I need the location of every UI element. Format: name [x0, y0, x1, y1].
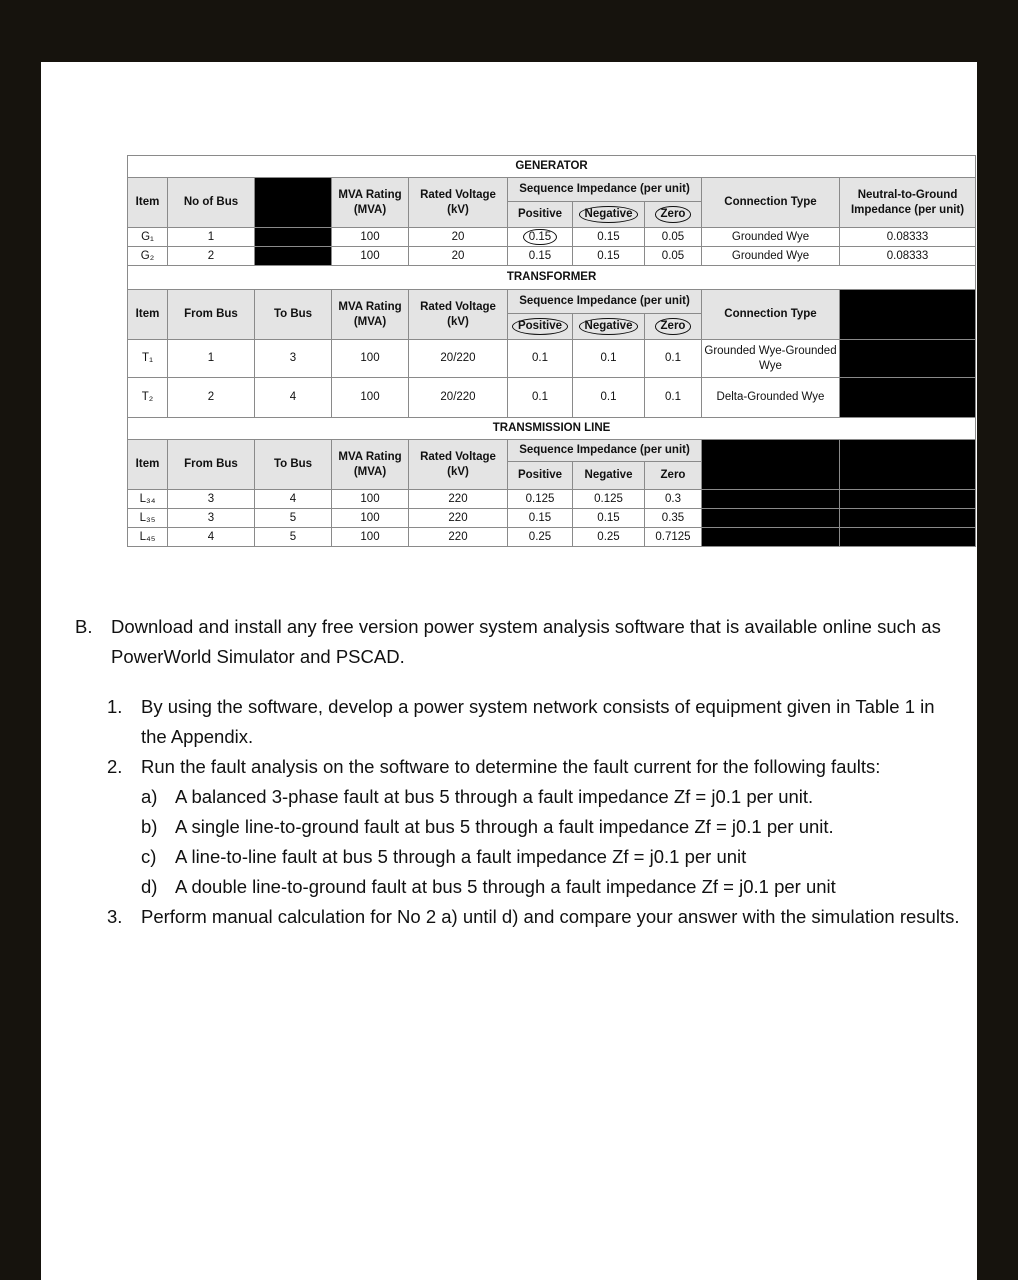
subitem-text: A single line-to-ground fault at bus 5 through a fault impedance Zf = j0.1 per unit. [175, 816, 834, 837]
cell-to: 4 [255, 490, 332, 509]
line-header-zero: Zero [645, 462, 702, 490]
cell-mva: 100 [332, 247, 409, 266]
gen-header-conn: Connection Type [702, 178, 840, 228]
table-row [128, 490, 976, 509]
redacted-cell [840, 440, 976, 490]
cell-pos: 0.1 [508, 340, 573, 378]
gen-header-mva: MVA Rating (MVA) [332, 178, 409, 228]
redacted-cell [840, 490, 976, 509]
table-row [128, 228, 976, 247]
table-row [128, 247, 976, 266]
cell-conn: Grounded Wye [702, 247, 840, 266]
equipment-table [127, 155, 975, 559]
cell-conn: Grounded Wye [702, 228, 840, 247]
cell-zero: 0.05 [645, 228, 702, 247]
cell-kv: 20/220 [409, 340, 508, 378]
cell-pos: 0.25 [508, 528, 573, 547]
tx-header-conn: Connection Type [702, 290, 840, 340]
line-header-kv: Rated Voltage (kV) [409, 440, 508, 490]
redacted-cell [840, 378, 976, 418]
table-row [128, 378, 976, 418]
line-header-neg: Negative [573, 462, 645, 490]
cell-mva: 100 [332, 528, 409, 547]
transformer-title: TRANSFORMER [128, 266, 976, 290]
part-b-section [71, 612, 961, 932]
cell-neg: 0.1 [573, 340, 645, 378]
table-row [128, 528, 976, 547]
document-page [41, 62, 977, 1280]
cell-to: 3 [255, 340, 332, 378]
cell-from: 3 [168, 509, 255, 528]
cell-item: L₃₅ [128, 509, 168, 528]
gen-header-ntg: Neutral-to-Ground Impedance (per unit) [840, 178, 976, 228]
redacted-cell [255, 228, 332, 247]
subitem-text: A line-to-line fault at bus 5 through a fault impedance Zf = j0.1 per unit [175, 846, 747, 867]
cell-mva: 100 [332, 228, 409, 247]
tx-header-to: To Bus [255, 290, 332, 340]
cell-item: L₄₅ [128, 528, 168, 547]
cell-item: T₂ [128, 378, 168, 418]
cell-to: 5 [255, 509, 332, 528]
cell-pos: 0.15 [508, 509, 573, 528]
redacted-cell [255, 247, 332, 266]
cell-kv: 20 [409, 228, 508, 247]
cell-neg: 0.25 [573, 528, 645, 547]
table-row [128, 340, 976, 378]
tx-header-mva: MVA Rating (MVA) [332, 290, 409, 340]
redacted-cell [840, 340, 976, 378]
gen-header-bus: No of Bus [168, 178, 255, 228]
redacted-cell [702, 528, 840, 547]
redacted-cell [840, 509, 976, 528]
table-row [128, 509, 976, 528]
subitem-label: b) [141, 816, 158, 837]
cell-mva: 100 [332, 509, 409, 528]
item-number: 1. [107, 696, 123, 717]
cell-zero: 0.35 [645, 509, 702, 528]
line-header-seq: Sequence Impedance (per unit) [508, 440, 702, 462]
cell-mva: 100 [332, 340, 409, 378]
subitem-label: a) [141, 786, 158, 807]
cell-kv: 20 [409, 247, 508, 266]
cell-pos: 0.125 [508, 490, 573, 509]
tx-header-kv: Rated Voltage (kV) [409, 290, 508, 340]
redacted-cell [840, 528, 976, 547]
redacted-cell [255, 178, 332, 228]
cell-kv: 220 [409, 509, 508, 528]
cell-kv: 20/220 [409, 378, 508, 418]
gen-header-seq: Sequence Impedance (per unit) [508, 178, 702, 202]
cell-neg: 0.125 [573, 490, 645, 509]
cell-from: 2 [168, 378, 255, 418]
cell-from: 4 [168, 528, 255, 547]
generator-title: GENERATOR [128, 156, 976, 178]
cell-item: G₁ [128, 228, 168, 247]
tx-header-neg: Negative [579, 318, 639, 335]
line-header-to: To Bus [255, 440, 332, 490]
tx-header-seq: Sequence Impedance (per unit) [508, 290, 702, 314]
cell-item: T₁ [128, 340, 168, 378]
cell-neg: 0.15 [573, 228, 645, 247]
cell-kv: 220 [409, 528, 508, 547]
tx-header-zero: Zero [655, 318, 692, 335]
line-header-pos: Positive [508, 462, 573, 490]
cell-ntg: 0.08333 [840, 228, 976, 247]
redacted-cell [702, 490, 840, 509]
line-header-mva: MVA Rating (MVA) [332, 440, 409, 490]
cell-item: L₃₄ [128, 490, 168, 509]
line-title: TRANSMISSION LINE [128, 418, 976, 440]
redacted-cell [702, 509, 840, 528]
part-b-label: B. [75, 616, 93, 637]
gen-header-neg: Negative [579, 206, 639, 223]
cell-neg: 0.15 [573, 247, 645, 266]
cell-bus: 2 [168, 247, 255, 266]
line-header-from: From Bus [168, 440, 255, 490]
cell-zero: 0.1 [645, 378, 702, 418]
subitem-text: A double line-to-ground fault at bus 5 through a fault impedance Zf = j0.1 per unit [175, 876, 836, 897]
cell-kv: 220 [409, 490, 508, 509]
part-b-text: Download and install any free version power system analysis software that is available online such as PowerWorld Simulator and PSCAD. [111, 616, 941, 667]
cell-zero: 0.3 [645, 490, 702, 509]
tx-header-pos: Positive [512, 318, 568, 335]
cell-pos: 0.1 [508, 378, 573, 418]
redacted-cell [840, 290, 976, 340]
cell-neg: 0.1 [573, 378, 645, 418]
gen-header-zero: Zero [655, 206, 692, 223]
redacted-cell [702, 440, 840, 490]
cell-pos: 0.15 [508, 247, 573, 266]
gen-header-item: Item [128, 178, 168, 228]
item-text: Perform manual calculation for No 2 a) until d) and compare your answer with the simulation results. [141, 906, 960, 927]
cell-pos: 0.15 [523, 229, 557, 246]
line-header-item: Item [128, 440, 168, 490]
cell-zero: 0.1 [645, 340, 702, 378]
gen-header-kv: Rated Voltage (kV) [409, 178, 508, 228]
cell-from: 3 [168, 490, 255, 509]
cell-zero: 0.7125 [645, 528, 702, 547]
cell-item: G₂ [128, 247, 168, 266]
cell-ntg: 0.08333 [840, 247, 976, 266]
gen-header-pos: Positive [508, 202, 573, 228]
cell-conn: Delta-Grounded Wye [702, 378, 840, 418]
item-text: Run the fault analysis on the software to determine the fault current for the following faults: [141, 756, 881, 777]
cell-to: 4 [255, 378, 332, 418]
cell-from: 1 [168, 340, 255, 378]
cell-neg: 0.15 [573, 509, 645, 528]
tx-header-item: Item [128, 290, 168, 340]
cell-bus: 1 [168, 228, 255, 247]
subitem-text: A balanced 3-phase fault at bus 5 through a fault impedance Zf = j0.1 per unit. [175, 786, 814, 807]
cell-zero: 0.05 [645, 247, 702, 266]
subitem-label: d) [141, 876, 158, 897]
tx-header-from: From Bus [168, 290, 255, 340]
item-text: By using the software, develop a power system network consists of equipment given in Table 1 in the Appendix. [141, 696, 935, 747]
subitem-label: c) [141, 846, 157, 867]
cell-mva: 100 [332, 378, 409, 418]
cell-conn: Grounded Wye-Grounded Wye [702, 340, 840, 378]
cell-mva: 100 [332, 490, 409, 509]
cell-to: 5 [255, 528, 332, 547]
item-number: 3. [107, 906, 123, 927]
item-number: 2. [107, 756, 123, 777]
